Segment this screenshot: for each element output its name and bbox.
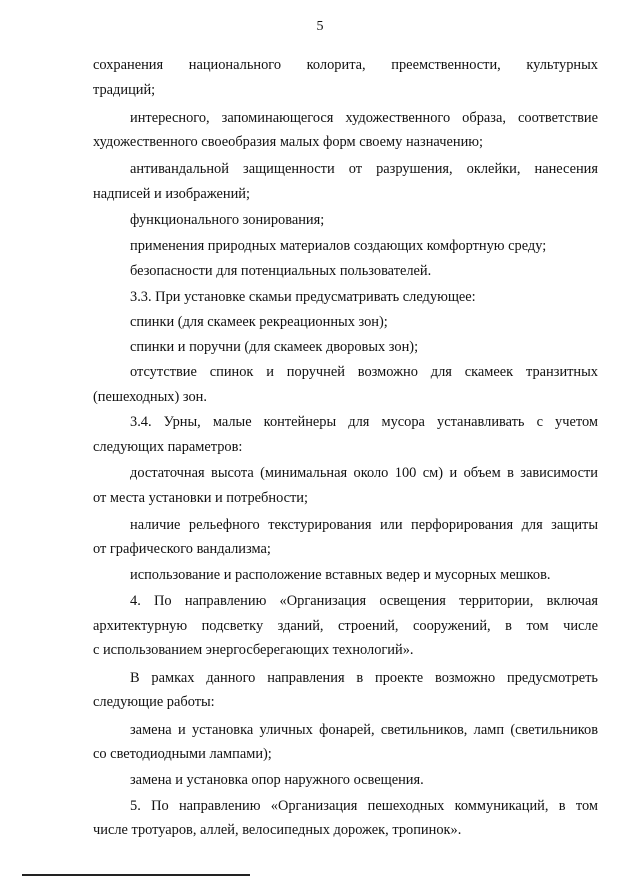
text-line: следующие работы: <box>93 694 215 710</box>
text-line: антивандальной защищенности от разрушения, оклейки, нанесения <box>130 161 598 177</box>
text-line: 3.4. Урны, малые контейнеры для мусора устанавливать с учетом <box>130 414 598 430</box>
text-line: 3.3. При установке скамьи предусматривать следующее: <box>130 289 476 305</box>
text-line: 4. По направлению «Организация освещения территории, включая <box>130 593 598 609</box>
text-line: использование и расположение вставных ведер и мусорных мешков. <box>130 567 551 583</box>
text-line: безопасности для потенциальных пользователей. <box>130 263 432 279</box>
text-line: наличие рельефного текстурирования или перфорирования для защиты <box>130 517 598 533</box>
text-line: от графического вандализма; <box>93 541 271 557</box>
text-line: интересного, запоминающегося художественного образа, соответствие <box>130 110 598 126</box>
footnote-rule <box>22 874 250 876</box>
text-line: 5. По направлению «Организация пешеходных коммуникаций, в том <box>130 798 598 814</box>
text-line: числе тротуаров, аллей, велосипедных дорожек, тропинок». <box>93 822 462 838</box>
text-line: следующих параметров: <box>93 439 243 455</box>
text-line: замена и установка уличных фонарей, светильников, ламп (светильников <box>130 722 598 738</box>
text-line: спинки и поручни (для скамеек дворовых зон); <box>130 339 419 355</box>
text-line: применения природных материалов создающих комфортную среду; <box>130 238 547 254</box>
text-line: (пешеходных) зон. <box>93 389 207 405</box>
text-line: сохранения национального колорита, преемственности, культурных <box>93 57 598 73</box>
text-line: функционального зонирования; <box>130 212 325 228</box>
text-line: В рамках данного направления в проекте возможно предусмотреть <box>130 670 598 686</box>
text-line: замена и установка опор наружного освещения. <box>130 772 424 788</box>
text-line: отсутствие спинок и поручней возможно для скамеек транзитных <box>130 364 598 380</box>
text-line: надписей и изображений; <box>93 186 251 202</box>
text-line: от места установки и потребности; <box>93 490 309 506</box>
text-line: традиций; <box>93 82 156 98</box>
text-line: художественного своеобразия малых форм своему назначению; <box>93 134 484 150</box>
text-line: достаточная высота (минимальная около 100 см) и объем в зависимости <box>130 465 598 481</box>
text-line: со светодиодными лампами); <box>93 746 272 762</box>
text-line: архитектурную подсветку зданий, строений, сооружений, в том числе <box>93 618 598 634</box>
text-line: с использованием энергосберегающих технологий». <box>93 642 414 658</box>
text-line: спинки (для скамеек рекреационных зон); <box>130 314 388 330</box>
page-number: 5 <box>316 19 324 34</box>
